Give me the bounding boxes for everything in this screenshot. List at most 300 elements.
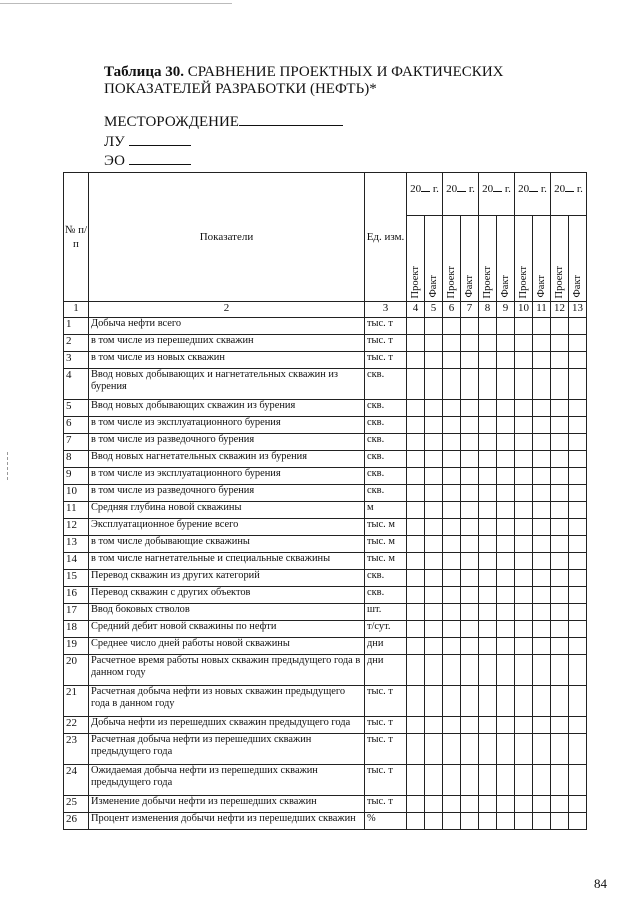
value-cell[interactable] [551,621,569,638]
value-cell[interactable] [533,502,551,519]
value-cell[interactable] [407,451,425,468]
value-cell[interactable] [425,638,443,655]
value-cell[interactable] [443,352,461,369]
col-number: 10 [515,302,533,318]
value-cell[interactable] [497,765,515,796]
row-unit: тыс. т [365,335,407,352]
value-cell[interactable] [515,536,533,553]
value-cell[interactable] [569,796,587,813]
value-cell[interactable] [551,400,569,417]
value-cell[interactable] [515,318,533,335]
value-cell[interactable] [569,519,587,536]
value-cell[interactable] [515,655,533,686]
year-suffix: г. [540,183,547,195]
value-cell[interactable] [425,502,443,519]
row-number: 3 [64,352,89,369]
value-cell[interactable] [515,417,533,434]
value-cell[interactable] [515,570,533,587]
value-cell[interactable] [515,335,533,352]
value-cell[interactable] [533,734,551,765]
value-cell[interactable] [569,717,587,734]
value-cell[interactable] [551,485,569,502]
value-cell[interactable] [515,400,533,417]
value-cell[interactable] [461,485,479,502]
value-cell[interactable] [497,485,515,502]
value-cell[interactable] [461,587,479,604]
value-cell[interactable] [569,335,587,352]
value-cell[interactable] [551,553,569,570]
value-cell[interactable] [443,468,461,485]
value-cell[interactable] [425,318,443,335]
value-cell[interactable] [533,451,551,468]
value-cell[interactable] [533,519,551,536]
value-cell[interactable] [407,638,425,655]
value-cell[interactable] [551,717,569,734]
value-cell[interactable] [497,553,515,570]
value-cell[interactable] [533,417,551,434]
value-cell[interactable] [497,318,515,335]
value-cell[interactable] [425,451,443,468]
value-cell[interactable] [569,536,587,553]
value-cell[interactable] [479,400,497,417]
value-cell[interactable] [479,621,497,638]
value-cell[interactable] [551,796,569,813]
value-cell[interactable] [497,638,515,655]
value-cell[interactable] [533,796,551,813]
value-cell[interactable] [497,519,515,536]
value-cell[interactable] [461,765,479,796]
value-cell[interactable] [569,417,587,434]
value-cell[interactable] [461,717,479,734]
value-cell[interactable] [551,318,569,335]
value-cell[interactable] [443,686,461,717]
value-cell[interactable] [533,536,551,553]
value-cell[interactable] [425,553,443,570]
value-cell[interactable] [407,468,425,485]
value-cell[interactable] [443,519,461,536]
value-cell[interactable] [497,604,515,621]
value-cell[interactable] [461,734,479,765]
value-cell[interactable] [515,686,533,717]
value-cell[interactable] [569,318,587,335]
value-cell[interactable] [443,655,461,686]
value-cell[interactable] [461,434,479,451]
header-plan [551,216,569,302]
row-unit: тыс. т [365,686,407,717]
value-cell[interactable] [461,451,479,468]
value-cell[interactable] [407,536,425,553]
value-cell[interactable] [515,717,533,734]
table-row [64,536,587,553]
value-cell[interactable] [461,655,479,686]
value-cell[interactable] [443,536,461,553]
row-unit: дни [365,655,407,686]
value-cell[interactable] [479,417,497,434]
value-cell[interactable] [479,570,497,587]
value-cell[interactable] [569,604,587,621]
value-cell[interactable] [443,570,461,587]
value-cell[interactable] [533,587,551,604]
value-cell[interactable] [479,318,497,335]
value-cell[interactable] [461,604,479,621]
value-cell[interactable] [569,400,587,417]
field-blank [239,112,343,126]
value-cell[interactable] [425,604,443,621]
value-cell[interactable] [407,434,425,451]
value-cell[interactable] [407,655,425,686]
value-cell[interactable] [461,638,479,655]
value-cell[interactable] [479,502,497,519]
value-cell[interactable] [497,369,515,400]
value-cell[interactable] [425,686,443,717]
value-cell[interactable] [407,765,425,796]
value-cell[interactable] [479,638,497,655]
value-cell[interactable] [479,796,497,813]
value-cell[interactable] [461,369,479,400]
value-cell[interactable] [425,417,443,434]
value-cell[interactable] [443,553,461,570]
value-cell[interactable] [515,434,533,451]
value-cell[interactable] [407,502,425,519]
value-cell[interactable] [443,734,461,765]
value-cell[interactable] [461,519,479,536]
table-row [64,318,587,335]
value-cell[interactable] [551,451,569,468]
value-cell[interactable] [407,604,425,621]
value-cell[interactable] [443,717,461,734]
value-cell[interactable] [479,655,497,686]
value-cell[interactable] [425,369,443,400]
header-year [515,173,551,216]
col-number: 6 [443,302,461,318]
value-cell[interactable] [443,335,461,352]
year-prefix: 20 [482,183,494,195]
value-cell[interactable] [443,765,461,796]
value-cell[interactable] [479,485,497,502]
value-cell[interactable] [497,468,515,485]
value-cell[interactable] [443,400,461,417]
row-indicator: Добыча нефти всего [89,318,365,335]
value-cell[interactable] [443,587,461,604]
value-cell[interactable] [443,485,461,502]
value-cell[interactable] [533,352,551,369]
value-cell[interactable] [569,734,587,765]
value-cell[interactable] [443,434,461,451]
row-unit: м [365,502,407,519]
table-row [64,468,587,485]
value-cell[interactable] [515,638,533,655]
value-cell[interactable] [443,318,461,335]
value-cell[interactable] [569,553,587,570]
row-indicator: Ожидаемая добыча нефти из перешедших скважин предыдущего года [89,765,365,796]
value-cell[interactable] [425,468,443,485]
row-number: 12 [64,519,89,536]
value-cell[interactable] [497,352,515,369]
value-cell[interactable] [515,604,533,621]
value-cell[interactable] [479,451,497,468]
value-cell[interactable] [569,485,587,502]
value-cell[interactable] [533,686,551,717]
value-cell[interactable] [515,369,533,400]
value-cell[interactable] [407,519,425,536]
value-cell[interactable] [407,686,425,717]
value-cell[interactable] [515,813,533,830]
value-cell[interactable] [479,765,497,796]
value-cell[interactable] [479,717,497,734]
value-cell[interactable] [461,352,479,369]
value-cell[interactable] [533,655,551,686]
row-indicator: Средний дебит новой скважины по нефти [89,621,365,638]
value-cell[interactable] [479,587,497,604]
value-cell[interactable] [497,655,515,686]
value-cell[interactable] [515,553,533,570]
value-cell[interactable] [479,604,497,621]
value-cell[interactable] [533,434,551,451]
header-plan [479,216,497,302]
value-cell[interactable] [551,734,569,765]
value-cell[interactable] [425,655,443,686]
value-cell[interactable] [461,686,479,717]
value-cell[interactable] [551,604,569,621]
value-cell[interactable] [443,638,461,655]
value-cell[interactable] [515,519,533,536]
row-indicator: Перевод скважин с других объектов [89,587,365,604]
value-cell[interactable] [497,502,515,519]
value-cell[interactable] [515,468,533,485]
value-cell[interactable] [479,686,497,717]
value-cell[interactable] [515,765,533,796]
value-cell[interactable] [443,502,461,519]
value-cell[interactable] [515,352,533,369]
year-suffix: г. [504,183,511,195]
value-cell[interactable] [407,369,425,400]
value-cell[interactable] [461,553,479,570]
value-cell[interactable] [533,400,551,417]
value-cell[interactable] [533,621,551,638]
value-cell[interactable] [533,638,551,655]
value-cell[interactable] [533,717,551,734]
value-cell[interactable] [479,335,497,352]
value-cell[interactable] [533,765,551,796]
value-cell[interactable] [497,813,515,830]
value-cell[interactable] [461,400,479,417]
fact-label: Факт [571,275,583,298]
value-cell[interactable] [479,468,497,485]
value-cell[interactable] [497,335,515,352]
value-cell[interactable] [551,536,569,553]
value-cell[interactable] [515,734,533,765]
value-cell[interactable] [461,813,479,830]
value-cell[interactable] [461,318,479,335]
value-cell[interactable] [551,570,569,587]
value-cell[interactable] [479,813,497,830]
value-cell[interactable] [425,621,443,638]
col-number: 4 [407,302,425,318]
value-cell[interactable] [479,519,497,536]
value-cell[interactable] [569,621,587,638]
value-cell[interactable] [551,813,569,830]
value-cell[interactable] [569,686,587,717]
value-cell[interactable] [425,536,443,553]
header-fact [425,216,443,302]
value-cell[interactable] [407,335,425,352]
value-cell[interactable] [551,686,569,717]
value-cell[interactable] [461,417,479,434]
value-cell[interactable] [533,604,551,621]
value-cell[interactable] [497,417,515,434]
value-cell[interactable] [533,813,551,830]
value-cell[interactable] [551,434,569,451]
value-cell[interactable] [569,765,587,796]
value-cell[interactable] [479,434,497,451]
value-cell[interactable] [515,485,533,502]
value-cell[interactable] [443,417,461,434]
value-cell[interactable] [569,468,587,485]
value-cell[interactable] [443,621,461,638]
value-cell[interactable] [425,796,443,813]
value-cell[interactable] [551,519,569,536]
value-cell[interactable] [443,604,461,621]
table-row [64,587,587,604]
value-cell[interactable] [551,417,569,434]
value-cell[interactable] [551,352,569,369]
value-cell[interactable] [515,796,533,813]
value-cell[interactable] [551,502,569,519]
value-cell[interactable] [425,813,443,830]
value-cell[interactable] [461,468,479,485]
value-cell[interactable] [425,352,443,369]
value-cell[interactable] [407,352,425,369]
value-cell[interactable] [425,519,443,536]
table-row [64,553,587,570]
value-cell[interactable] [551,638,569,655]
value-cell[interactable] [407,417,425,434]
value-cell[interactable] [497,434,515,451]
value-cell[interactable] [551,468,569,485]
value-cell[interactable] [497,400,515,417]
binding-marks [7,452,10,480]
value-cell[interactable] [407,570,425,587]
value-cell[interactable] [569,434,587,451]
value-cell[interactable] [425,734,443,765]
value-cell[interactable] [515,587,533,604]
value-cell[interactable] [569,587,587,604]
value-cell[interactable] [569,369,587,400]
value-cell[interactable] [533,485,551,502]
value-cell[interactable] [551,655,569,686]
value-cell[interactable] [569,638,587,655]
value-cell[interactable] [425,485,443,502]
value-cell[interactable] [533,468,551,485]
row-number: 25 [64,796,89,813]
value-cell[interactable] [461,335,479,352]
value-cell[interactable] [533,553,551,570]
value-cell[interactable] [551,369,569,400]
value-cell[interactable] [569,813,587,830]
value-cell[interactable] [407,400,425,417]
value-cell[interactable] [461,796,479,813]
value-cell[interactable] [443,369,461,400]
value-cell[interactable] [497,734,515,765]
value-cell[interactable] [407,587,425,604]
value-cell[interactable] [497,570,515,587]
value-cell[interactable] [425,335,443,352]
value-cell[interactable] [497,536,515,553]
value-cell[interactable] [407,485,425,502]
row-indicator: Добыча нефти из перешедших скважин предыдущего года [89,717,365,734]
value-cell[interactable] [461,536,479,553]
value-cell[interactable] [443,813,461,830]
value-cell[interactable] [551,335,569,352]
value-cell[interactable] [497,717,515,734]
row-number: 5 [64,400,89,417]
value-cell[interactable] [569,502,587,519]
value-cell[interactable] [533,570,551,587]
header-fact [569,216,587,302]
row-indicator: Перевод скважин из других категорий [89,570,365,587]
value-cell[interactable] [461,621,479,638]
col-number: 12 [551,302,569,318]
value-cell[interactable] [407,796,425,813]
value-cell[interactable] [407,717,425,734]
value-cell[interactable] [425,765,443,796]
value-cell[interactable] [425,587,443,604]
value-cell[interactable] [443,796,461,813]
value-cell[interactable] [515,621,533,638]
value-cell[interactable] [533,369,551,400]
value-cell[interactable] [443,451,461,468]
value-cell[interactable] [425,570,443,587]
row-indicator: Средняя глубина новой скважины [89,502,365,519]
value-cell[interactable] [407,553,425,570]
value-cell[interactable] [533,335,551,352]
row-unit: дни [365,638,407,655]
value-cell[interactable] [425,400,443,417]
value-cell[interactable] [479,536,497,553]
value-cell[interactable] [479,734,497,765]
value-cell[interactable] [479,553,497,570]
col-number: 8 [479,302,497,318]
value-cell[interactable] [407,734,425,765]
value-cell[interactable] [515,451,533,468]
value-cell[interactable] [551,587,569,604]
value-cell[interactable] [407,621,425,638]
value-cell[interactable] [515,502,533,519]
header-year [479,173,515,216]
table-row [64,686,587,717]
table-row [64,485,587,502]
value-cell[interactable] [569,570,587,587]
value-cell[interactable] [497,686,515,717]
value-cell[interactable] [497,796,515,813]
value-cell[interactable] [461,570,479,587]
value-cell[interactable] [569,655,587,686]
value-cell[interactable] [461,502,479,519]
value-cell[interactable] [479,369,497,400]
value-cell[interactable] [533,318,551,335]
value-cell[interactable] [407,318,425,335]
value-cell[interactable] [425,434,443,451]
value-cell[interactable] [407,813,425,830]
value-cell[interactable] [497,621,515,638]
value-cell[interactable] [479,352,497,369]
value-cell[interactable] [569,451,587,468]
value-cell[interactable] [497,587,515,604]
value-cell[interactable] [569,352,587,369]
value-cell[interactable] [425,717,443,734]
value-cell[interactable] [551,765,569,796]
value-cell[interactable] [497,451,515,468]
